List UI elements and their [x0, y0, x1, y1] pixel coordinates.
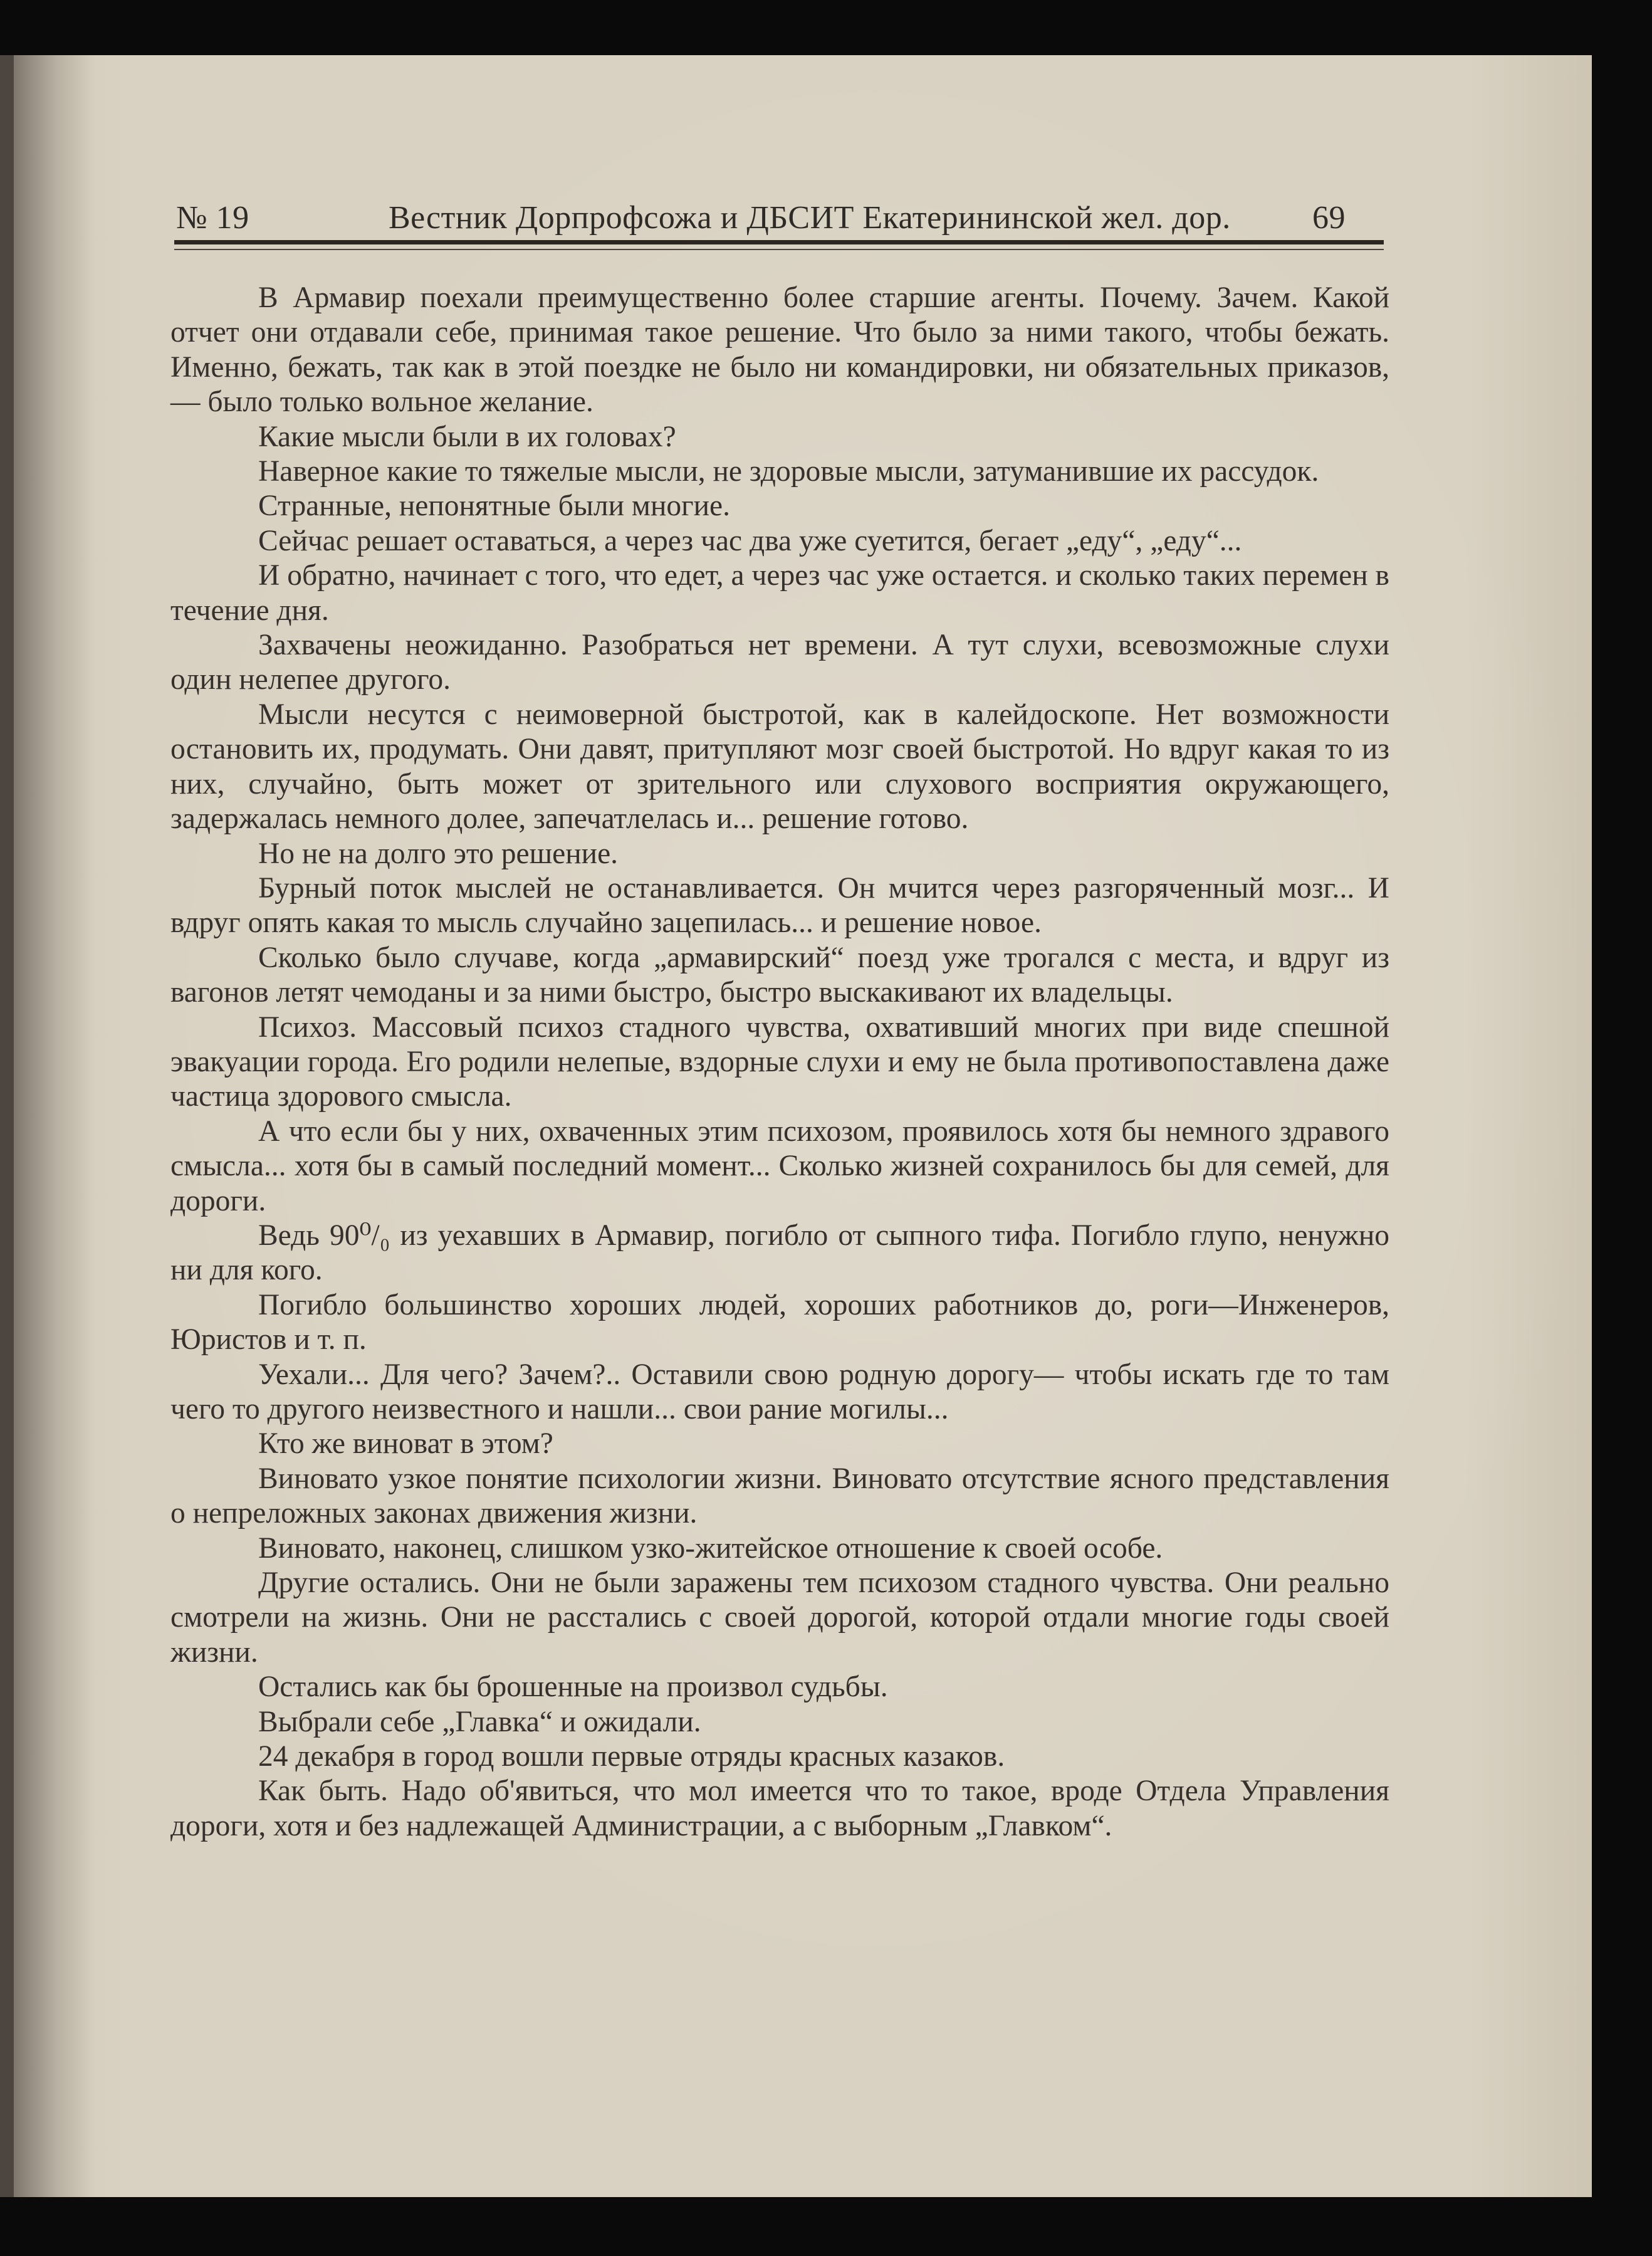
scan-border-top	[0, 0, 1652, 55]
paragraph: Уехали... Для чего? Зачем?.. Оставили свою родную дорогу— чтобы искать где то там чего то другого неизвестного и нашли... свои рание могилы...	[170, 1358, 1389, 1425]
page-spine-edge	[0, 55, 14, 2197]
paragraph: Остались как бы брошенные на произвол судьбы.	[258, 1671, 888, 1704]
paragraph: В Армавир поехали преимущественно более старшие агенты. Почему. Зачем. Какой отчет они отдавали себе, принимая такое решение. Что было за ними такого, чтобы бежать. Именно, бежать, так как в этой поездке не было ни командировки, ни обязательных приказов,— было только вольное желание.	[170, 281, 1389, 419]
paragraph: Какие мысли были в их головах?	[258, 420, 676, 453]
paragraph: Сейчас решает оставаться, а через час два уже суетится, бегает „еду“, „еду“...	[258, 524, 1242, 557]
scan-border-bottom	[0, 2197, 1652, 2256]
paragraph: Ведь 90⁰/₀ из уехавших в Армавир, погибло от сыпного тифа. Погибло глупо, ненужно ни для кого.	[170, 1219, 1389, 1287]
paragraph: Странные, непонятные были многие.	[258, 490, 730, 523]
paragraph: Наверное какие то тяжелые мысли, не здоровые мысли, затуманившие их рассудок.	[258, 455, 1319, 488]
paragraph: Бурный поток мыслей не останавливается. Он мчится через разгоряченный мозг... И вдруг опять какая то мысль случайно зацепилась... и решение новое.	[170, 871, 1389, 940]
issue-number: № 19	[176, 200, 249, 236]
paragraph: Мысли несутся с неимоверной быстротой, как в калейдоскопе. Нет возможности остановить их, продумать. Они давят, притупляют мозг своей быстротой. Но вдруг какая то из них, случайно, быть может от зрительного или слухового восприятия окружающего, задержалась немного долее, запечатлелась и... решение готово.	[170, 698, 1389, 836]
paragraph: Но не на долго это решение.	[258, 837, 619, 870]
page-number: 69	[1312, 200, 1346, 236]
header-rule-thick	[174, 240, 1384, 244]
paragraph: Кто же виноват в этом?	[258, 1427, 553, 1461]
paragraph: Другие остались. Они не были заражены тем психозом стадного чувства. Они реально смотрели на жизнь. Они не расстались с своей дорогой, которой отдали многие годы своей жизни.	[170, 1566, 1389, 1669]
running-header	[172, 193, 1383, 244]
paragraph: Виновато, наконец, слишком узко-житейское отношение к своей особе.	[258, 1531, 1163, 1565]
article-body	[170, 281, 1389, 1844]
paragraph: Сколько было случаве, когда „армавирский“ поезд уже трогался с места, и вдруг из вагонов летят чемоданы и за ними быстро, быстро выскакивают их владельцы.	[170, 941, 1389, 1009]
journal-title: Вестник Дорпрофсожа и ДБСИТ Екатерининской жел. дор.	[389, 200, 1231, 236]
paragraph: Выбрали себе „Главка“ и ожидали.	[258, 1705, 701, 1738]
paragraph: Виновато узкое понятие психологии жизни. Виновато отсутствие ясного представления о непреложных законах движения жизни.	[170, 1462, 1389, 1530]
paragraph: Погибло большинство хороших людей, хороших работников до, роги—Инженеров, Юристов и т. п.	[170, 1288, 1389, 1356]
paragraph: Как быть. Надо об'явиться, что мол имеется что то такое, вроде Отдела Управления дороги, хотя и без надлежащей Администрации, а с выборным „Главком“.	[170, 1775, 1389, 1842]
page-spine-shadow	[0, 55, 94, 2197]
paragraph: И обратно, начинает с того, что едет, а через час уже остается. и сколько таких перемен в течение дня.	[170, 559, 1389, 627]
paragraph: А что если бы у них, охваченных этим психозом, проявилось хотя бы немного здравого смысла... хотя бы в самый последний момент... Сколько жизней сохранилось бы для семей, для дороги.	[170, 1115, 1389, 1217]
paragraph: 24 декабря в город вошли первые отряды красных казаков.	[258, 1740, 1005, 1773]
header-rule-thin	[174, 249, 1384, 250]
paragraph: Захвачены неожиданно. Разобраться нет времени. А тут слухи, всевозможные слухи один нелепее другого.	[170, 629, 1389, 696]
paragraph: Психоз. Массовый психоз стадного чувства, охвативший многих при виде спешной эвакуации города. Его родили нелепые, вздорные слухи и ему не была противопоставлена даже частица здорового смысла.	[170, 1010, 1389, 1113]
scan-border-right	[1592, 0, 1652, 2256]
